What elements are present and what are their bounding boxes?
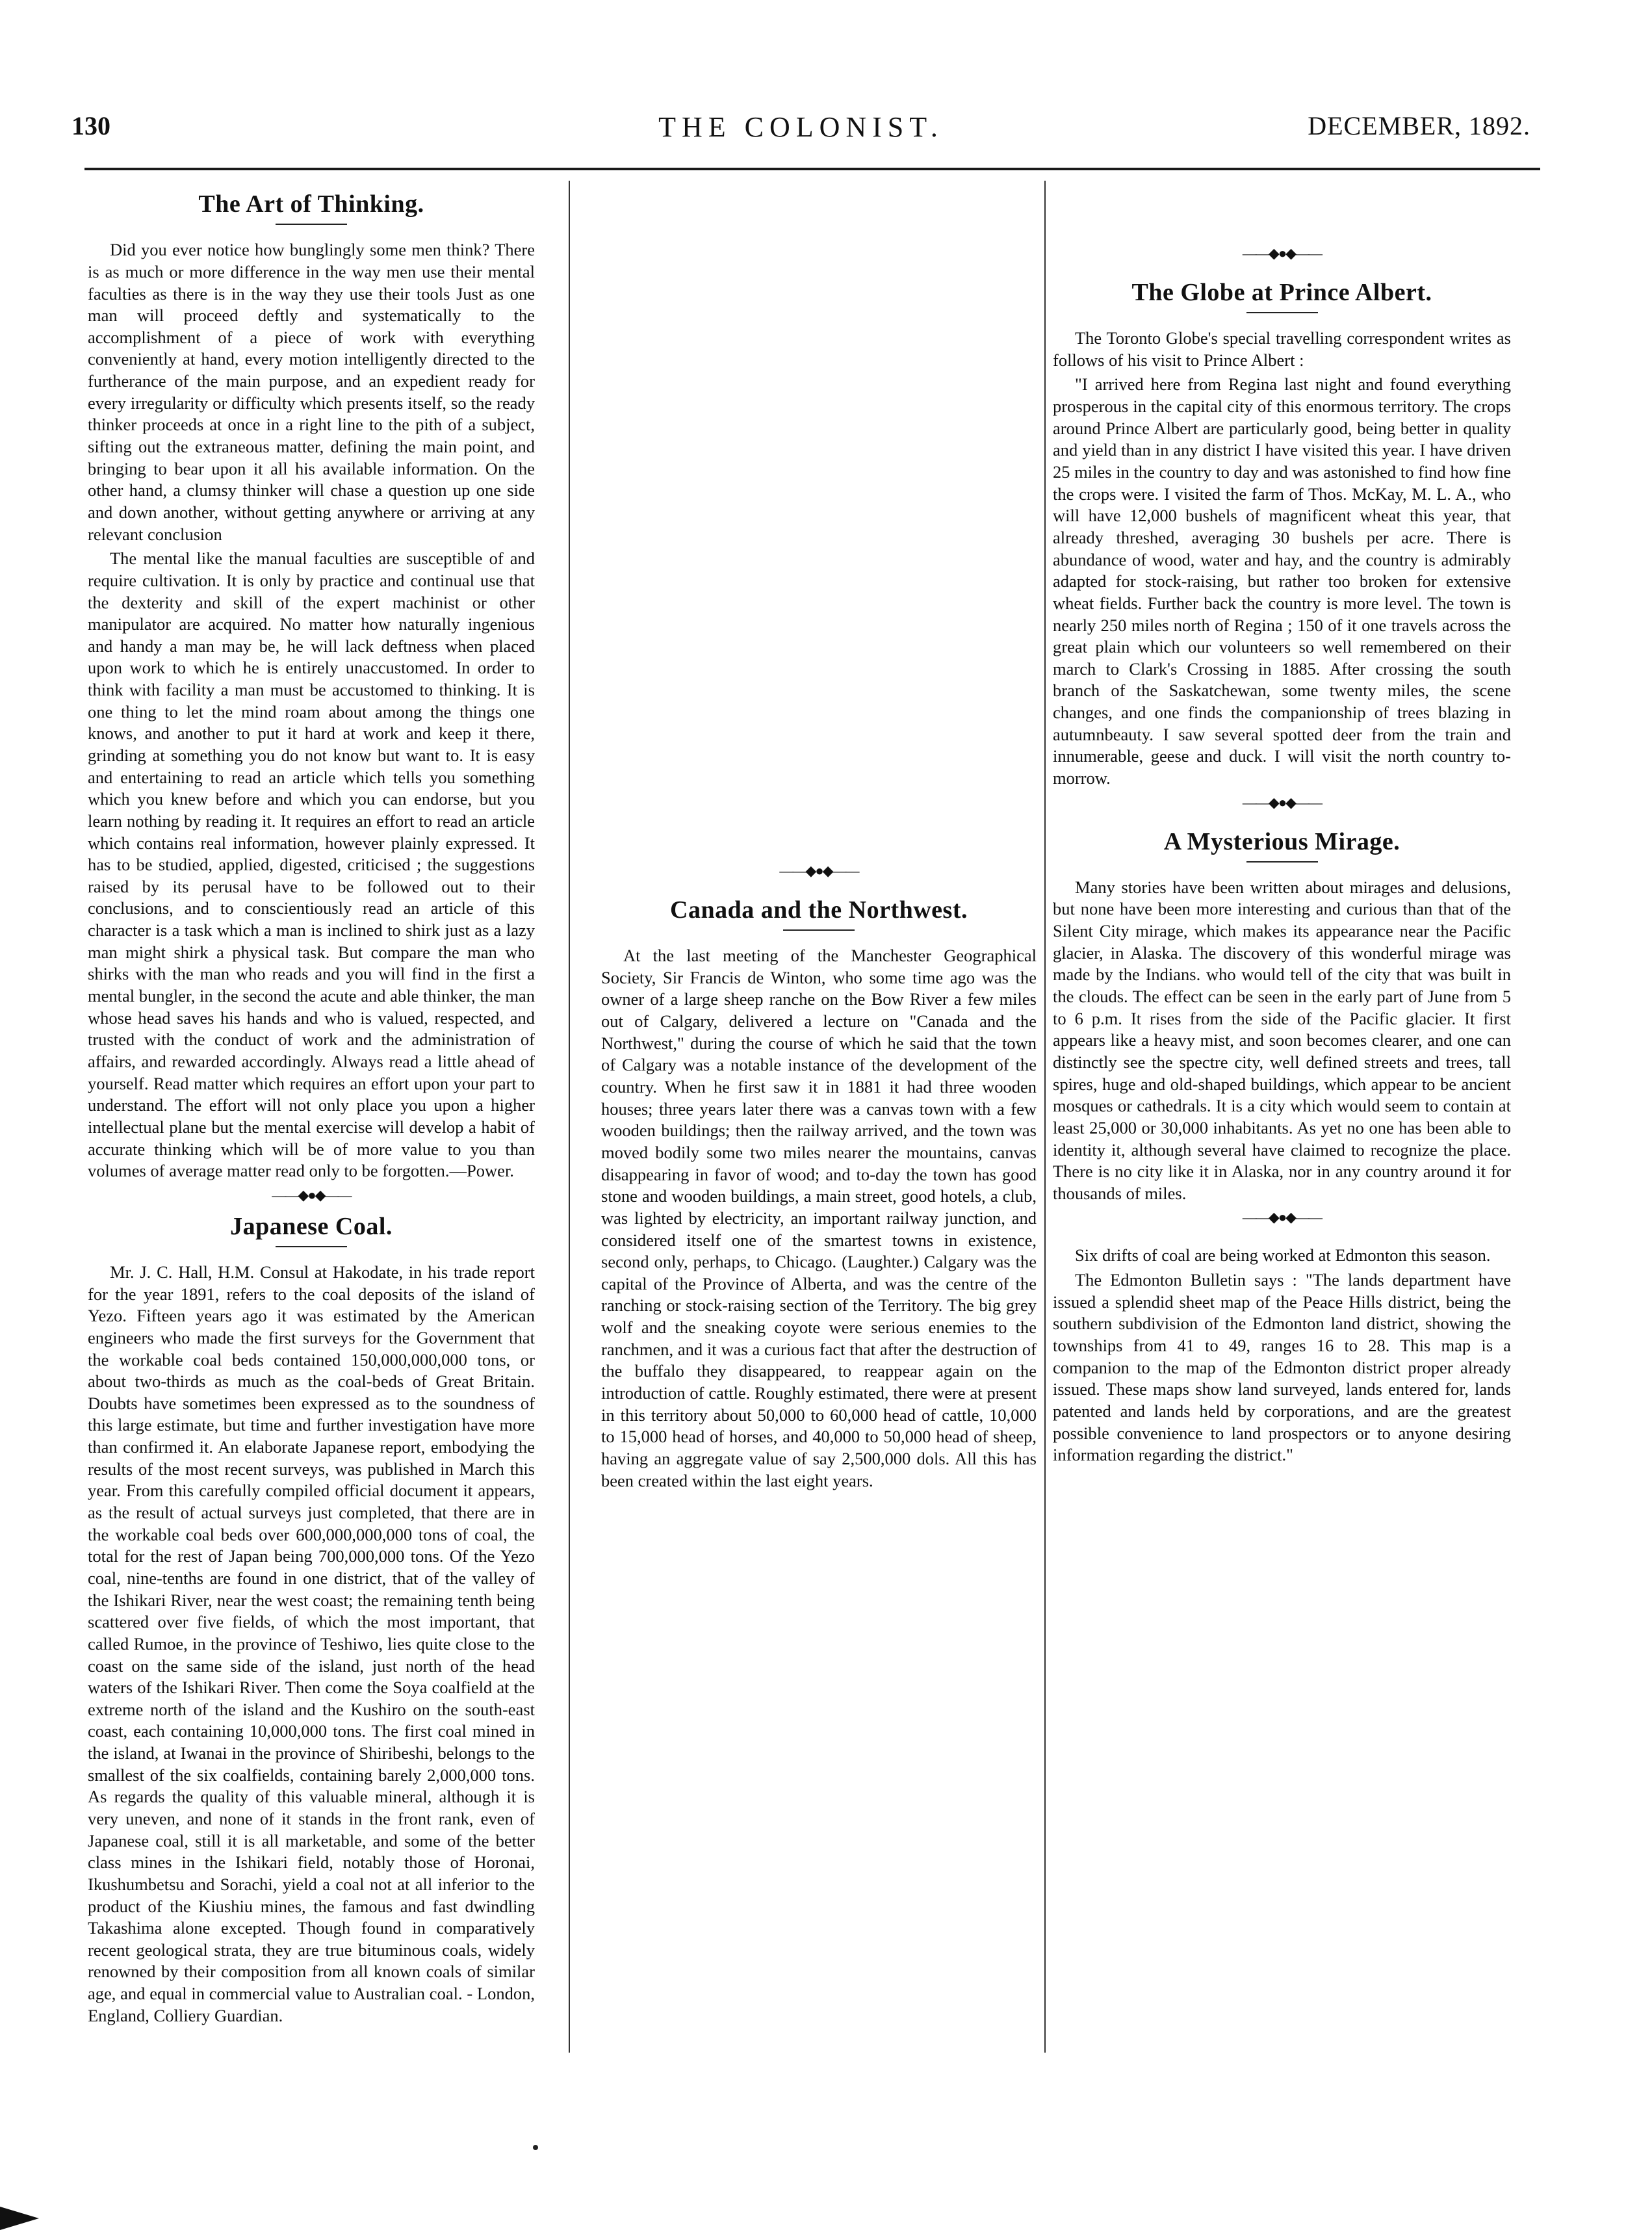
article-mysterious-mirage (1053, 826, 1511, 1205)
article-paragraph: At the last meeting of the Manchester Geographical Society, Sir Francis de Winton, who some time ago was the owner of a large sheep ranche on the Bow River a few miles out of Calgary, delivered a lecture on "Canada and the Northwest," during the course of which he said that the town of Calgary was a notable instance of the development of the country. When he first saw it in 1881 it had three wooden houses; three years later there was a canvas town with a few wooden buildings; then the railway arrived, and the town was moved bodily some two miles nearer the mountains, canvas disappearing in favor of wood; and to-day the town has good stone and wooden buildings, a main street, good hotels, a club, was lighted by electricity, an important railway junction, and considered itself one of the smartest towns in existence, second only, perhaps, to Chicago. (Laughter.) Calgary was the capital of the Province of Alberta, and was the centre of the ranching or stock-raising section of the Territory. The big grey wolf and the sneaking coyote were serious enemies to the ranchmen, and it was a curious fact that after the destruction of the buffalo they disappeared, to reappear again on the introduction of cattle. Roughly estimated, there were at present in this territory about 50,000 to 60,000 head of cattle, 10,000 to 15,000 head of horses, and 40,000 to 50,000 head of sheep, having an aggregate value of say 2,500,000 dols. All this has been created within the last eight years. (601, 946, 1037, 1490)
article-edmonton (1053, 1229, 1511, 1466)
title-rule (276, 1246, 347, 1247)
masthead-title: THE COLONIST. (658, 111, 944, 143)
section-ornament: ——◆●◆—— (779, 863, 858, 879)
article-japanese-coal (88, 1211, 535, 2027)
title-rule (276, 224, 347, 225)
article-paragraph: The mental like the manual faculties are susceptible of and require cultivation. It is only by practice and continual use that the dexterity and skill of the expert machinist or other manipulator are acquired. No matter how naturally ingenious and handy a man may be, he will lack deftness when placed upon work to which he is entirely unaccustomed. In order to think with facility a man must be accustomed to thinking. It is one thing to let the mind roam about among the things one knows, and another to put it hard at work and keep it there, grinding at something you do not know but want to. It is easy and entertaining to read an article which tells you something which you knew before and which you can endorse, but you learn nothing by reading it. It requires an effort to read an article which contains real information, however plainly expressed. It has to be studied, applied, digested, criticised ; the suggestions raised by its perusal have to be followed out to their conclusions, and to conscientiously read an article of this character is a task which a man is inclined to shirk just as a lazy man might shirk a physical task. But compare the man who shirks with the man who reads and you will find in the first a mental bungler, in the second the acute and able thinker, the man whose head saves his hands and who is valued, respected, and trusted with the conduct of work and the administration of affairs, and rewarded accordingly. Always read a little ahead of yourself. Read matter which requires an effort upon your part to understand. The effort will not only place you upon a higher intellectual plane but the mental exercise will develop a habit of accurate thinking which will be of more value to you than volumes of average matter read only to be forgotten.—Power. (88, 549, 535, 1181)
article-globe-prince-albert (1053, 277, 1511, 790)
article-canada-northwest (601, 894, 1037, 1492)
title-rule (1246, 861, 1318, 863)
article-paragraph: Did you ever notice how bunglingly some men think? There is as much or more difference in the way men use their mental faculties as there is in the way they use their tools Just as one man will proceed deftly and systematically to the accomplishment of a piece of work with everything conveniently at hand, every motion intelligently directed to the furtherance of the main purpose, and an expedient ready for every irregularity or difficulty which presents itself, so the ready thinker proceeds at once in a right line to the pith of a subject, sifting out the extraneous matter, defining the main point, and bringing to bear upon it all his available information. On the other hand, a clumsy thinker will chase a question up one side and down another, without getting anywhere or arriving at any relevant conclusion (88, 240, 535, 544)
article-paragraph: Six drifts of coal are being worked at Edmonton this season. (1075, 1245, 1491, 1265)
footer-dot (533, 2145, 538, 2150)
column-divider-2 (1044, 181, 1046, 2053)
page-header (71, 110, 1530, 162)
corner-arrow-icon (0, 2207, 39, 2230)
japanese-coal-continuation-space (601, 182, 1037, 858)
article-paragraph: "I arrived here from Regina last night and found everything prosperous in the capital city of this enormous territory. The crops around Prince Albert are particularly good, being better in quality and yield than in any district I have visited this year. I have driven 25 miles in the country to day and was astonished to find how fine the crops were. I visited the farm of Thos. McKay, M. L. A., who will have 12,000 bushels of magnificent wheat this year, that already threshed, averaging 30 bushels per acre. There is abundance of wood, water and hay, and the country is admirably adapted for stock-raising, but rather too broken for extensive wheat fields. Further back the country is more level. The town is nearly 250 miles north of Regina ; 150 of it one travels across the great plain which our volunteers so well remembered on their march to Clark's Crossing in 1885. After crossing the south branch of the Saskatchewan, some twenty miles, the scene changes, and one finds the companionship of trees blazing in autumnbeauty. I saw several spotted deer from the train and innumerable, geese and duck. I will visit the north country to-morrow. (1053, 374, 1511, 788)
article-title: Japanese Coal. (230, 1212, 393, 1240)
article-paragraph: The Toronto Globe's special travelling correspondent writes as follows of his visit to Prince Albert : (1053, 328, 1511, 370)
column-1 (88, 182, 535, 2029)
title-rule (1246, 312, 1318, 313)
canada-continuation-space (1053, 182, 1511, 240)
column-3 (1053, 182, 1511, 1469)
article-paragraph: Many stories have been written about mirages and delusions, but none have been more interesting and curious than that of the Silent City mirage, which makes its appearance near the Pacific glacier, in Alaska. The discovery of this wonderful mirage was made by the Indians. who would tell of the city that was built in the clouds. The effect can be seen in the early part of June from 5 to 6 p.m. It rises from the side of the Pacific glacier. It first appears like a heavy mist, and soon becomes clearer, and one can distinctly see the spectre city, well defined streets and trees, tall spires, huge and old-shaped buildings, which appear to be ancient mosques or cathedrals. It is a city which would seem to contain at least 25,000 or 30,000 inhabitants. As yet no one has been able to identity it, although several have claimed to recognize the place. There is no city like it in Alaska, nor in any country around it for thousands of miles. (1053, 877, 1511, 1203)
section-ornament: ——◆●◆—— (272, 1186, 351, 1203)
section-ornament: ——◆●◆—— (1242, 794, 1322, 811)
article-title: A Mysterious Mirage. (1163, 827, 1400, 855)
article-title: The Art of Thinking. (198, 190, 424, 218)
article-art-of-thinking (88, 188, 535, 1182)
page-number: 130 (71, 111, 110, 140)
issue-date: DECEMBER, 1892. (1308, 111, 1530, 140)
header-rule (84, 168, 1540, 170)
article-title: Canada and the Northwest. (670, 896, 968, 924)
column-2 (601, 182, 1037, 1494)
article-paragraph: Mr. J. C. Hall, H.M. Consul at Hakodate, in his trade report for the year 1891, refers to the coal deposits of the island of Yezo. Fifteen years ago it was estimated by the American engineers who made the first surveys for the Government that the workable coal beds contained 150,000,000,000 tons, or about two-thirds as much as the coal-beds of Great Britain. Doubts have sometimes been expressed as to the soundness of this large estimate, but time and further investigation have more than confirmed it. An elaborate Japanese report, embodying the results of the most recent surveys, was published in March this year. From this carefully compiled official document it appears, as the result of actual surveys just completed, that there are in the workable coal beds over 600,000,000,000 tons of coal, the total for the rest of Japan being 700,000,000 tons. Of the Yezo coal, nine-tenths are found in one district, that of the valley of the Ishikari River, near the west coast; the remaining tenth being scattered over five fields, of which the most important, that called Rumoe, in the province of Teshiwo, lies quite close to the coast on the same side of the island, just north of the head waters of the Ishikari River. Then come the Soya coalfield at the extreme north of the island and the Kushiro on the south-east coast, each containing 10,000,000 tons. The first coal mined in the island, at Iwanai in the province of Shiribeshi, belongs to the smallest of the six coalfields, containing barely 2,000,000 tons. As regards the quality of this valuable mineral, although it is very uneven, and none of it stands in the front rank, even of Japanese coal, still it is all marketable, and some of the better class mines in the Ishikari field, notably those of Horonai, Ikushumbetsu and Sorachi, yield a coal not at all inferior to the product of the Kiushiu mines, the famous and fast dwindling Takashima alone excepted. Though found in comparatively recent geological strata, they are true bituminous coals, widely renowned by their composition from all known coals of similar age, and equal in commercial value to Australian coal. - London, England, Colliery Guardian. (88, 1262, 535, 2025)
article-title: The Globe at Prince Albert. (1131, 278, 1432, 306)
article-paragraph: The Edmonton Bulletin says : "The lands department have issued a splendid sheet map of the Peace Hills district, being the southern subdivision of the Edmonton land district, showing the townships from 41 to 49, ranges 16 to 28. This map is a companion to the map of the Edmonton district proper already issued. These maps show land surveyed, lands entered for, lands patented and lands held by corporations, and are the greatest possible convenience to land prospectors or to anyone desiring information regarding the district." (1053, 1270, 1511, 1465)
column-divider-1 (569, 181, 570, 2053)
section-ornament: ——◆●◆—— (1242, 245, 1322, 261)
title-rule (783, 929, 855, 931)
section-ornament: ——◆●◆—— (1242, 1209, 1322, 1226)
